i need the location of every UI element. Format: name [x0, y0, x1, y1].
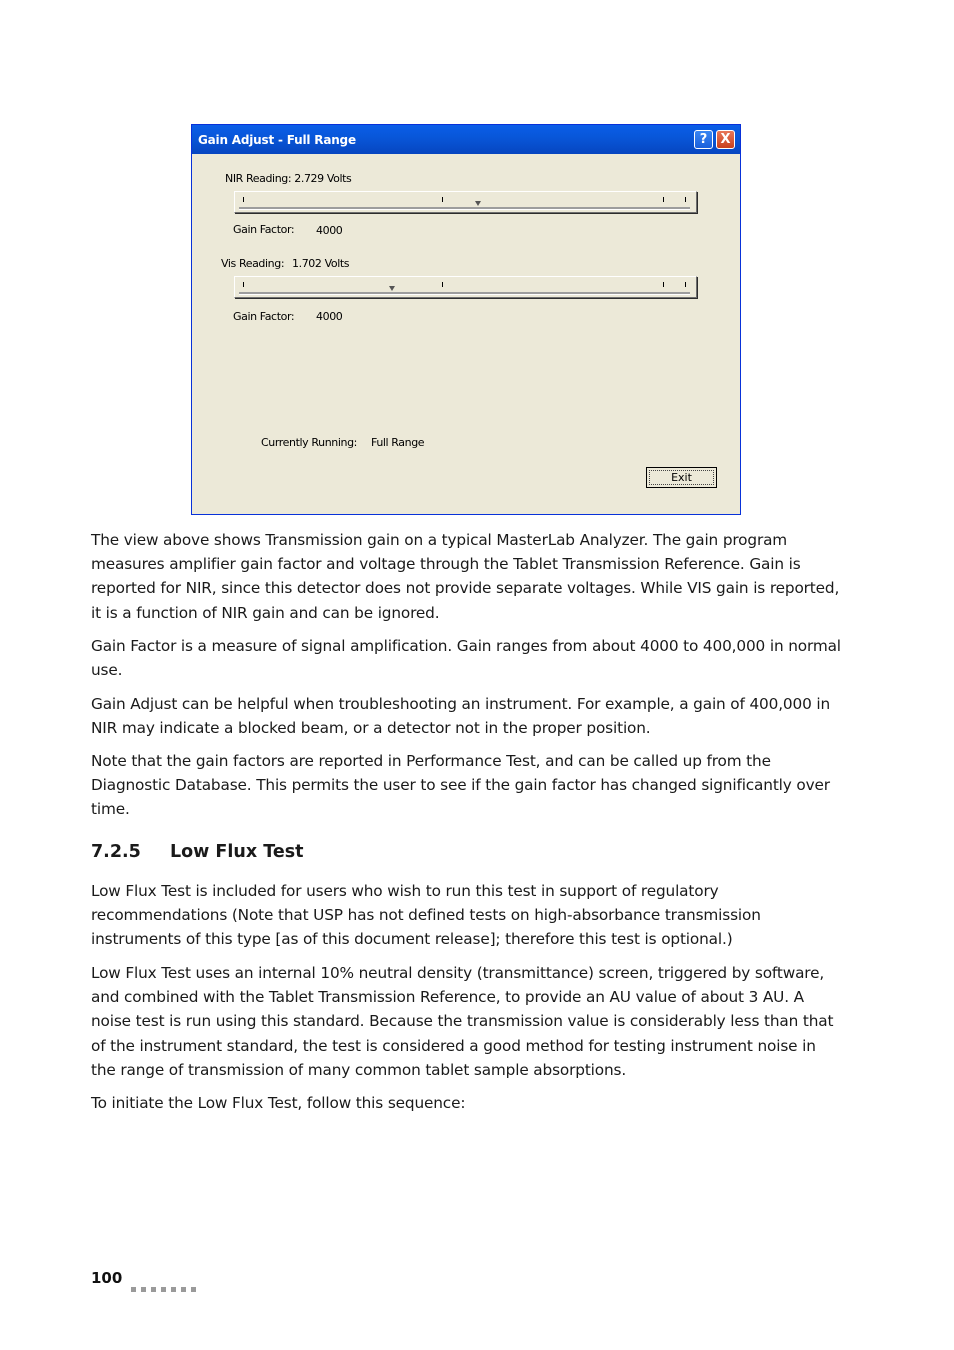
vis-reading-label: Vis Reading: [221, 257, 285, 270]
dialog-titlebar [192, 125, 740, 154]
page-number: 100 [91, 1269, 123, 1287]
paragraph-low-flux-intro: Low Flux Test is included for users who wish to run this test in support of regulatory recommendations (Note that USP has not defined tests on high-absorbance transmission instruments of this type [as of this document release]; therefore this test is optional.) [91, 882, 761, 949]
slider-tick [663, 197, 664, 202]
vis-slider-thumb[interactable] [389, 286, 395, 291]
slider-tick [685, 197, 686, 202]
paragraph-low-flux-method: Low Flux Test uses an internal 10% neutral density (transmittance) screen, triggered by software, and combined with the Tablet Transmission Reference, to provide an AU value of about 3 AU. A noise test is run using this standard. Because the transmission value is considerably less than that of the instrument standard, the test is considered a good method for testing instrument noise in the range of transmission of many common tablet sample absorptions. [91, 964, 834, 1079]
slider-tick [243, 282, 244, 287]
exit-button[interactable] [646, 467, 717, 488]
nir-reading-label: NIR Reading: 2.729 Volts [225, 172, 352, 185]
slider-tick [243, 197, 244, 202]
paragraph-low-flux-sequence: To initiate the Low Flux Test, follow this sequence: [91, 1094, 466, 1112]
paragraph-gain-adjust: Gain Adjust can be helpful when troubleshooting an instrument. For example, a gain of 400,000 in NIR may indicate a blocked beam, or a detector not in the proper position. [91, 695, 831, 738]
slider-track [239, 207, 690, 210]
nir-gain-factor-value: 4000 [316, 224, 343, 237]
dialog-title: Gain Adjust - Full Range [198, 133, 356, 147]
slider-track [239, 292, 690, 295]
close-button[interactable]: X [716, 130, 735, 149]
slider-tick [663, 282, 664, 287]
slider-tick [685, 282, 686, 287]
slider-tick [442, 282, 443, 287]
paragraph-performance-test: Note that the gain factors are reported in Performance Test, and can be called up from the Diagnostic Database. This permits the user to see if the gain factor has changed significantly over time. [91, 752, 830, 819]
nir-slider-thumb[interactable] [475, 201, 481, 206]
currently-running-label: Currently Running: [261, 436, 357, 449]
help-button[interactable]: ? [694, 130, 713, 149]
nir-gain-slider[interactable] [234, 191, 697, 213]
section-number: 7.2.5 [91, 842, 141, 862]
paragraph-gain-factor: Gain Factor is a measure of signal amplification. Gain ranges from about 4000 to 400,000 in normal use. [91, 637, 841, 680]
section-heading [91, 842, 304, 862]
vis-gain-factor-value: 4000 [316, 310, 343, 323]
exit-button-label: Exit [671, 471, 692, 484]
nir-gain-factor-label: Gain Factor: [233, 223, 295, 236]
vis-reading-value: 1.702 Volts [292, 257, 350, 270]
paragraph-transmission-gain: The view above shows Transmission gain on a typical MasterLab Analyzer. The gain program measures amplifier gain factor and voltage through the Tablet Transmission Reference. Gain is reported for NIR, since this detector does not provide separate voltages. While VIS gain is reported, it is a function of NIR gain and can be ignored. [91, 531, 840, 622]
vis-gain-factor-label: Gain Factor: [233, 310, 295, 323]
vis-gain-slider[interactable] [234, 276, 697, 298]
exit-focus-ring [649, 470, 714, 485]
section-title: Low Flux Test [170, 842, 304, 862]
slider-tick [442, 197, 443, 202]
currently-running-value: Full Range [371, 436, 425, 449]
gain-adjust-dialog [191, 124, 741, 515]
footer-dots [131, 1277, 201, 1296]
